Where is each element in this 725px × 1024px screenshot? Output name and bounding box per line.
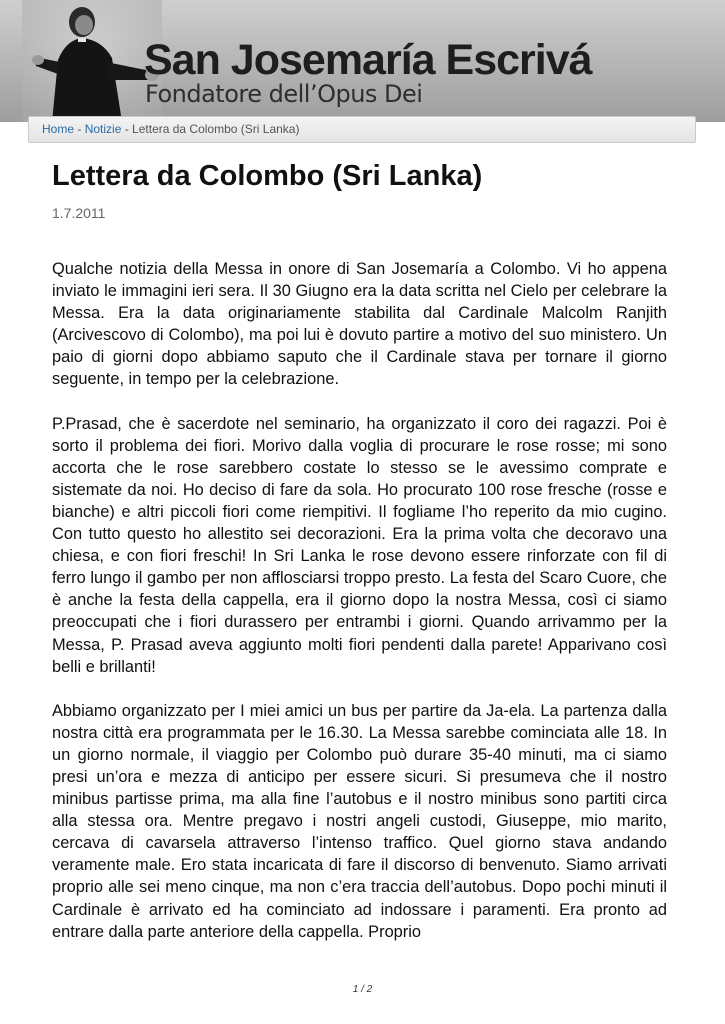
breadcrumb-separator: -: [121, 122, 133, 136]
breadcrumb: [28, 116, 696, 143]
article-body: [52, 258, 667, 965]
site-title: San Josemaría Escrivá: [144, 36, 592, 84]
site-header: [0, 0, 725, 122]
article-date: 1.7.2011: [52, 205, 106, 221]
article-paragraph: Qualche notizia della Messa in onore di San Josemaría a Colombo. Vi ho appena inviato le immagini ieri sera. Il 30 Giugno era la data scritta nel Cielo per celebrare la Messa. Era la data originariamente stabilita dal Cardinale Malcolm Ranjith (Arcivescovo di Colombo), ma poi lui è dovuto partire a motivo del suo ministero. Un paio di giorni dopo abbiamo saputo che il Cardinale stava per tornare il giorno seguente, in tempo per la celebrazione.: [52, 260, 667, 389]
breadcrumb-news-link[interactable]: Notizie: [84, 122, 122, 136]
page-number: 1 / 2: [352, 984, 373, 995]
article-paragraph: Abbiamo organizzato per I miei amici un bus per partire da Ja-ela. La partenza dalla nostra città era programmata per le 16.30. La Messa sarebbe cominciata alle 18. In un giorno normale, il viaggio per Colombo può durare 35-40 minuti, ma ci siamo presi un’ora e mezza di anticipo per essere sicuri. Si presumeva che il nostro minibus partisse prima, ma alla fine l’autobus e il nostro minibus sono partiti circa alla stessa ora. Mentre pregavo i nostri angeli custodi, Giuseppe, mio marito, cercava di cavarsela attraverso l’intenso traffico. Quel giorno stava andando veramente male. Ero stata incaricata di fare il discorso di benvenuto. Siamo arrivati proprio alle sei meno cinque, ma non c’era traccia dell’autobus. Dopo pochi minuti il Cardinale è arrivato ed ha cominciato ad indossare i paramenti. Era pronto ad entrare dalla parte anteriore della cappella. Proprio: [52, 701, 667, 941]
breadcrumb-current: Lettera da Colombo (Sri Lanka): [132, 122, 300, 136]
site-subtitle: Fondatore dell’Opus Dei: [145, 80, 423, 108]
breadcrumb-home-link[interactable]: Home: [42, 122, 75, 136]
breadcrumb-separator: -: [74, 122, 85, 136]
article-paragraph: P.Prasad, che è sacerdote nel seminario, ha organizzato il coro dei ragazzi. Poi è sorto il problema dei fiori. Morivo dalla voglia di procurare le rose rosse; mi sono accorta che le rose sarebbero costate lo stesso se le avessimo comprate e sistemate da noi. Ho deciso di fare da sola. Ho procurato 100 rose fresche (rosse e bianche) e altri piccoli fiori come riempitivi. Il fogliame l’ho reperito da mio cugino. Con tutto questo ho allestito sei decorazioni. Era la prima volta che decoravo una chiesa, e con fiori freschi! In Sri Lanka le rose devono essere rinforzate con fil di ferro lungo il gambo per non afflosciarsi troppo presto. La festa del Scaro Cuore, che è anche la festa della cappella, era il giorno dopo la nostra Messa, così ci siamo preoccupati che i fiori durassero per entrambi i giorni. Quando arrivammo per la Messa, P. Prasad aveva aggiunto molti fiori pendenti dalla parete! Apparivano così belli e brillanti!: [52, 414, 667, 676]
page-title: Lettera da Colombo (Sri Lanka): [52, 160, 483, 192]
saint-portrait-photo: [22, 0, 162, 122]
